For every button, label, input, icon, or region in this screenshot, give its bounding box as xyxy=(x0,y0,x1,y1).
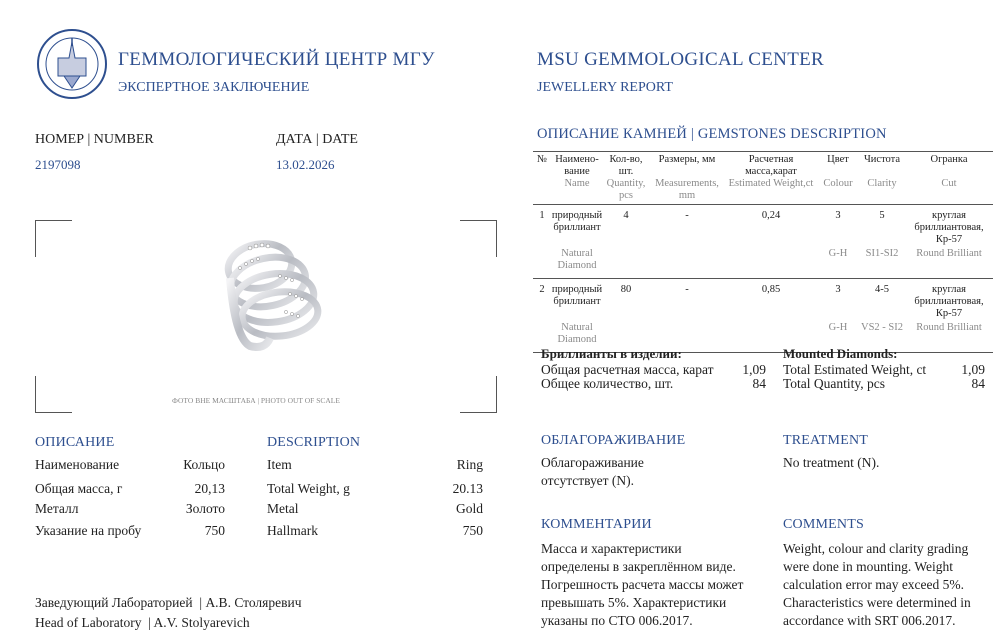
frame-corner-tl xyxy=(35,220,72,257)
table-cell: 4-5 xyxy=(875,284,889,295)
description-row xyxy=(35,457,225,473)
comments-heading-en: COMMENTS xyxy=(783,517,864,532)
column-header-ru: Расчетная масса,карат xyxy=(745,154,797,177)
column-header-en: Cut xyxy=(941,178,957,189)
table-cell-en: Round Brilliant xyxy=(916,322,982,333)
description-value: Ring xyxy=(456,457,483,472)
description-label: Item xyxy=(267,457,292,472)
column-header-ru: Огранка xyxy=(930,154,968,165)
table-cell-en: Natural Diamond xyxy=(557,248,597,271)
column-header-ru: Наимено-вание xyxy=(555,154,599,177)
report-date: 13.02.2026 xyxy=(276,157,335,172)
column-header-en xyxy=(533,178,551,205)
table-cell-en: G-H xyxy=(828,322,848,333)
mounted-weight-value-ru: 1,09 xyxy=(742,362,766,377)
column-header-ru: Чистота xyxy=(863,154,901,165)
table-cell: 0,24 xyxy=(761,210,781,221)
table-cell-en xyxy=(649,246,725,279)
column-header-en: Clarity xyxy=(867,178,897,189)
photo-caption: ФОТО ВНЕ МАСШТАБА | PHOTO OUT OF SCALE xyxy=(172,396,340,405)
table-row xyxy=(533,205,993,247)
report-number: 2197098 xyxy=(35,157,81,172)
description-row xyxy=(267,457,483,473)
table-cell-en xyxy=(533,246,551,279)
header-title-ru: ГЕММОЛОГИЧЕСКИЙ ЦЕНТР МГУ xyxy=(118,49,435,70)
mounted-count-row-en xyxy=(783,376,985,392)
description-label: Общая масса, г xyxy=(35,481,123,496)
mounted-heading-ru: Бриллианты в изделии: xyxy=(541,346,682,361)
description-heading-ru: ОПИСАНИЕ xyxy=(35,435,115,450)
table-cell: - xyxy=(685,284,689,295)
description-value: Кольцо xyxy=(183,457,225,472)
table-cell-en: VS2 - SI2 xyxy=(860,322,903,333)
treatment-text-ru: Облагораживание отсутствует (N). xyxy=(541,455,644,488)
description-value: 750 xyxy=(204,523,225,538)
table-cell-en xyxy=(725,246,817,279)
description-row xyxy=(267,481,483,497)
treatment-text-en: No treatment (N). xyxy=(783,455,880,470)
description-row xyxy=(267,523,483,539)
gemstones-table-wrap xyxy=(533,151,993,353)
description-heading-en: DESCRIPTION xyxy=(267,435,361,450)
table-cell: 3 xyxy=(835,284,841,295)
column-header-en: Estimated Weight,ct xyxy=(728,178,814,189)
signature-ru: Заведующий Лабораторией | А.В. Столяревич xyxy=(35,595,302,610)
number-label: НОМЕР | NUMBER xyxy=(35,132,154,147)
column-header-ru: № xyxy=(536,154,548,165)
treatment-heading-en: TREATMENT xyxy=(783,433,869,448)
description-row xyxy=(267,501,483,517)
table-row-en xyxy=(533,246,993,279)
treatment-heading-ru: ОБЛАГОРАЖИВАНИЕ xyxy=(541,433,686,448)
column-header-en: Colour xyxy=(823,178,853,189)
table-cell: 2 xyxy=(539,284,545,295)
table-cell: - xyxy=(685,210,689,221)
table-cell-en: G-H xyxy=(828,248,848,259)
signature-en: Head of Laboratory | A.V. Stolyarevich xyxy=(35,615,250,630)
mounted-weight-label-ru: Общая расчетная масса, карат xyxy=(541,362,714,377)
gemstones-heading: ОПИСАНИЕ КАМНЕЙ | GEMSTONES DESCRIPTION xyxy=(537,126,887,142)
header-title-en: MSU GEMMOLOGICAL CENTER xyxy=(537,49,824,70)
column-header-ru: Цвет xyxy=(827,154,849,165)
mounted-count-label-ru: Общее количество, шт. xyxy=(541,376,674,391)
table-cell: 3 xyxy=(835,210,841,221)
msu-logo xyxy=(36,28,108,100)
header-subtitle-en: JEWELLERY REPORT xyxy=(537,80,673,95)
mounted-weight-label-en: Total Estimated Weight, ct xyxy=(783,362,927,377)
frame-corner-tr xyxy=(460,220,497,257)
table-cell: 0,85 xyxy=(761,284,781,295)
gemstones-table xyxy=(533,151,993,353)
table-cell-en: Round Brilliant xyxy=(916,248,982,259)
table-header-row-en xyxy=(533,178,993,205)
table-cell: природный бриллиант xyxy=(551,284,603,307)
table-header-row-ru xyxy=(533,152,993,179)
description-value: 750 xyxy=(462,523,483,538)
description-value: 20.13 xyxy=(452,481,483,496)
description-value: Gold xyxy=(456,501,483,516)
header-subtitle-ru: ЭКСПЕРТНОЕ ЗАКЛЮЧЕНИЕ xyxy=(118,80,310,95)
column-header-en: Quantity, pcs xyxy=(606,178,646,201)
comments-text-en: Weight, colour and clarity grading were done in mounting. Weight calculation error may exceed 5%. Characteristics were determined in accordance with SRT 006.2017. xyxy=(783,541,971,628)
table-cell: 5 xyxy=(879,210,885,221)
mounted-count-value-ru: 84 xyxy=(752,376,766,391)
comments-heading-ru: КОММЕНТАРИИ xyxy=(541,517,652,532)
table-cell: круглая бриллиантовая, Кр-57 xyxy=(914,210,984,245)
description-row xyxy=(35,523,225,539)
description-label: Hallmark xyxy=(267,523,318,538)
table-cell-en xyxy=(603,246,649,279)
description-value: 20,13 xyxy=(194,481,225,496)
frame-corner-br xyxy=(460,376,497,413)
mounted-count-value-en: 84 xyxy=(971,376,985,391)
description-label: Metal xyxy=(267,501,299,516)
ring-photo xyxy=(190,228,340,356)
description-label: Указание на пробу xyxy=(35,523,142,538)
table-cell: 4 xyxy=(623,210,629,221)
mounted-count-label-en: Total Quantity, pcs xyxy=(783,376,886,391)
column-header-ru: Размеры, мм xyxy=(658,154,716,165)
description-value: Золото xyxy=(185,501,225,516)
table-row xyxy=(533,279,993,321)
description-label: Total Weight, g xyxy=(267,481,350,496)
column-header-en: Measurements, mm xyxy=(655,178,719,201)
description-row xyxy=(35,481,225,497)
mounted-weight-value-en: 1,09 xyxy=(961,362,985,377)
date-label: ДАТА | DATE xyxy=(276,132,358,147)
description-row xyxy=(35,501,225,517)
description-label: Наименование xyxy=(35,457,120,472)
table-cell-en: SI1-SI2 xyxy=(865,248,899,259)
mounted-count-row-ru xyxy=(541,376,766,392)
table-cell: природный бриллиант xyxy=(551,210,603,233)
description-label: Металл xyxy=(35,501,79,516)
comments-text-ru: Масса и характеристики определены в закреплённом виде. Погрешность расчета массы может превышать 5%. Характеристики указаны по СТО 006.2017. xyxy=(541,541,744,628)
table-cell: 1 xyxy=(539,210,545,221)
table-cell: 80 xyxy=(620,284,632,295)
column-header-en: Name xyxy=(564,178,590,189)
frame-corner-bl xyxy=(35,376,72,413)
table-cell: круглая бриллиантовая, Кр-57 xyxy=(914,284,984,319)
column-header-ru: Кол-во, шт. xyxy=(609,154,643,177)
table-cell-en: Natural Diamond xyxy=(557,322,597,345)
mounted-heading-en: Mounted Diamonds: xyxy=(783,346,898,361)
